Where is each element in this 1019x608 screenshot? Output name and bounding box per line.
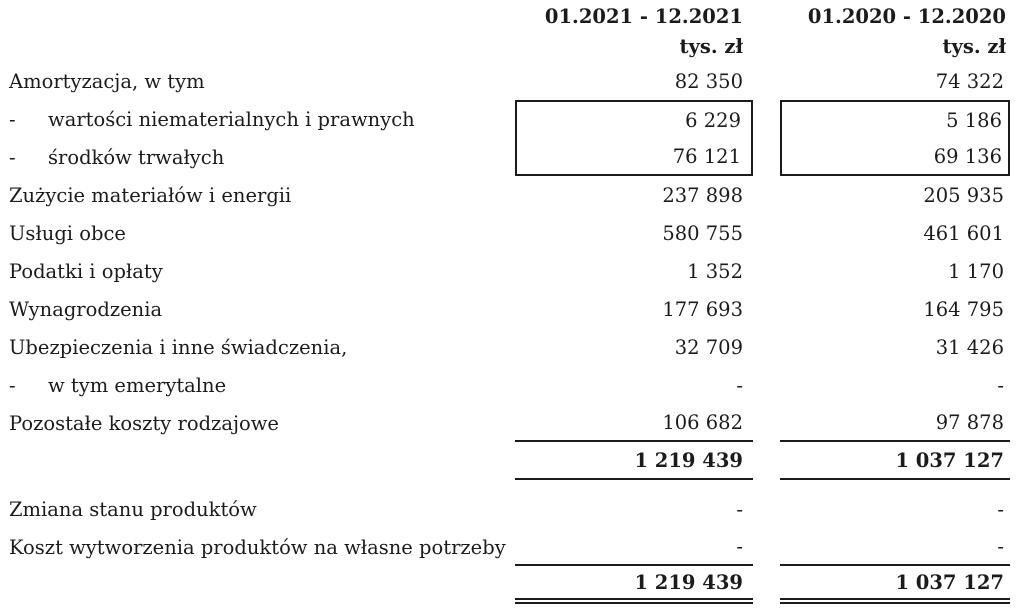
row-label (0, 138, 515, 176)
table-rows (0, 62, 1019, 604)
sub-item-dash: - (9, 373, 16, 397)
value-2020: 164 795 (923, 297, 1004, 321)
value-2021: - (515, 528, 753, 566)
column-gap (753, 490, 780, 528)
row-label (0, 290, 515, 328)
value-2020: 69 136 (780, 138, 1010, 176)
value-2021: 580 755 (662, 221, 743, 245)
value-2020: - (780, 528, 1010, 566)
table-row (0, 490, 1019, 528)
value-2021: - (736, 373, 743, 397)
unit-label-2021: tys. zł (679, 35, 743, 58)
table-row (0, 290, 1019, 328)
value-2021: 76 121 (515, 138, 753, 176)
table-row (0, 528, 1019, 566)
row-label-text: wartości niematerialnych i prawnych (48, 107, 415, 131)
row-label (0, 328, 515, 366)
table-row (0, 214, 1019, 252)
value-2020: 74 322 (935, 69, 1004, 93)
column-gap (753, 176, 780, 214)
value-2021: 6 229 (515, 100, 753, 138)
column-gap (753, 404, 780, 442)
table-row (0, 328, 1019, 366)
sub-item-dash: - (9, 107, 16, 131)
row-label (0, 566, 515, 604)
row-label (0, 214, 515, 252)
row-label (0, 366, 515, 404)
row-label-text: Usługi obce (9, 221, 126, 245)
table-row (0, 442, 1019, 480)
column-gap (753, 62, 780, 100)
row-label-text: Podatki i opłaty (9, 259, 163, 283)
column-gap (753, 290, 780, 328)
table-row (0, 62, 1019, 100)
row-label-text: Zmiana stanu produktów (9, 497, 257, 521)
value-2021: 82 350 (674, 69, 743, 93)
row-label-text: w tym emerytalne (48, 373, 227, 397)
value-2020: 461 601 (923, 221, 1004, 245)
row-label (0, 100, 515, 138)
column-gap (753, 528, 780, 566)
row-label (0, 62, 515, 100)
table-row (0, 566, 1019, 604)
value-2020: 31 426 (935, 335, 1004, 359)
value-2020: - (997, 373, 1004, 397)
sub-item-dash: - (9, 145, 16, 169)
value-2021: 1 352 (687, 259, 743, 283)
table-row (0, 138, 1019, 176)
row-label-text: Pozostałe koszty rodzajowe (9, 411, 279, 435)
row-label (0, 404, 515, 442)
period-header-2020: 01.2020 - 12.2020 (807, 5, 1006, 28)
value-2021: - (736, 497, 743, 521)
value-2021: 1 219 439 (515, 442, 753, 480)
column-gap (753, 214, 780, 252)
value-2020: 5 186 (780, 100, 1010, 138)
value-2021: 32 709 (674, 335, 743, 359)
value-2021: 106 682 (515, 404, 753, 442)
value-2021: 177 693 (662, 297, 743, 321)
period-header-2021: 01.2021 - 12.2021 (544, 5, 743, 28)
row-label (0, 442, 515, 480)
table-header (0, 0, 1019, 62)
value-2020: 1 037 127 (780, 442, 1010, 480)
column-gap (753, 566, 780, 604)
value-2020: 1 037 127 (780, 566, 1010, 604)
row-label-text: Koszt wytworzenia produktów na własne potrzeby (9, 535, 506, 559)
table-row (0, 176, 1019, 214)
row-label-text: środków trwałych (48, 145, 225, 169)
row-label-text: Wynagrodzenia (9, 297, 163, 321)
row-label-text: Amortyzacja, w tym (9, 69, 205, 93)
table-row (0, 252, 1019, 290)
column-gap (753, 366, 780, 404)
column-gap (753, 100, 780, 138)
column-gap (753, 138, 780, 176)
row-label (0, 528, 515, 566)
column-gap (753, 252, 780, 290)
table-row (0, 404, 1019, 442)
row-label (0, 252, 515, 290)
table-row (0, 366, 1019, 404)
table-row (0, 100, 1019, 138)
row-label (0, 176, 515, 214)
value-2021: 1 219 439 (515, 566, 753, 604)
unit-label-2020: tys. zł (942, 35, 1006, 58)
value-2020: - (997, 497, 1004, 521)
column-gap (753, 328, 780, 366)
value-2021: 237 898 (662, 183, 743, 207)
row-label (0, 490, 515, 528)
row-label-text: Zużycie materiałów i energii (9, 183, 292, 207)
value-2020: 97 878 (780, 404, 1010, 442)
value-2020: 205 935 (923, 183, 1004, 207)
column-gap (753, 442, 780, 480)
value-2020: 1 170 (948, 259, 1004, 283)
row-label-text: Ubezpieczenia i inne świadczenia, (9, 335, 348, 359)
